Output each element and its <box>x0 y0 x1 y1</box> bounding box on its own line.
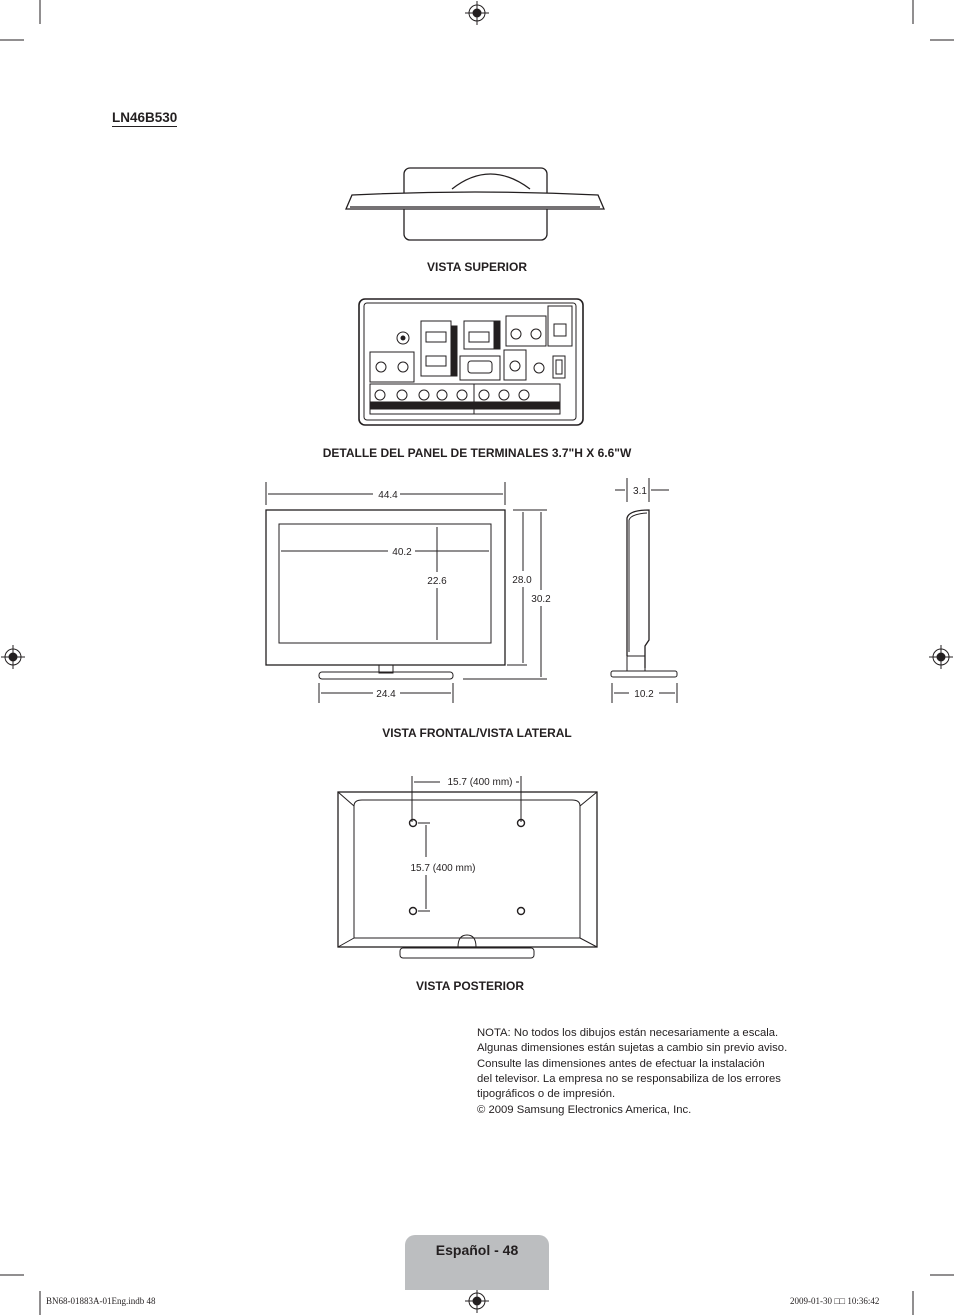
copyright: © 2009 Samsung Electronics America, Inc. <box>477 1104 692 1117</box>
note-line: NOTA: No todos los dibujos están necesariamente a escala. <box>477 1027 779 1039</box>
registration-mark-top <box>465 1 489 25</box>
dim-screen-height: 22.6 <box>427 576 447 587</box>
dim-stand-width: 24.4 <box>376 689 396 700</box>
dim-height-with-stand: 30.2 <box>531 594 551 605</box>
page-label: Español - 48 <box>435 1242 519 1258</box>
registration-mark-left <box>1 645 25 669</box>
front-view-drawing <box>255 475 555 705</box>
note-block <box>477 1026 807 1119</box>
side-view-drawing <box>605 478 685 708</box>
dim-overall-width: 44.4 <box>378 490 398 501</box>
caption-terminal-panel: DETALLE DEL PANEL DE TERMINALES 3.7"H X 6.6"W <box>322 446 632 460</box>
top-view-drawing <box>340 165 610 245</box>
dim-vesa-vertical: 15.7 (400 mm) <box>410 863 476 874</box>
rear-view-drawing <box>330 770 605 962</box>
model-number: LN46B530 <box>112 110 178 125</box>
registration-mark-right <box>929 645 953 669</box>
footer-timestamp: 2009-01-30 □□ 10:36:42 <box>790 1296 880 1306</box>
note-line: tipográficos o de impresión. <box>477 1088 616 1101</box>
dim-stand-depth: 10.2 <box>634 689 654 700</box>
registration-mark-bottom <box>465 1289 489 1313</box>
note-line: Consulte las dimensiones antes de efectuar la instalación <box>477 1057 765 1070</box>
note-line: del televisor. La empresa no se responsabiliza de los errores <box>477 1072 781 1085</box>
caption-rear-view: VISTA POSTERIOR <box>415 979 524 993</box>
dim-height-without-stand: 28.0 <box>512 575 532 586</box>
terminal-panel-drawing <box>358 298 584 426</box>
caption-front-side-view: VISTA FRONTAL/VISTA LATERAL <box>382 726 572 740</box>
dim-screen-width: 40.2 <box>392 547 412 558</box>
footer-file-info: BN68-01883A-01Eng.indb 48 <box>46 1296 156 1306</box>
caption-top-view: VISTA SUPERIOR <box>426 260 527 274</box>
dim-vesa-horizontal: 15.7 (400 mm) <box>447 777 513 788</box>
dim-depth: 3.1 <box>633 486 647 497</box>
page-number-tab <box>405 1235 549 1290</box>
note-line: Algunas dimensiones están sujetas a cambio sin previo aviso. <box>477 1042 788 1055</box>
